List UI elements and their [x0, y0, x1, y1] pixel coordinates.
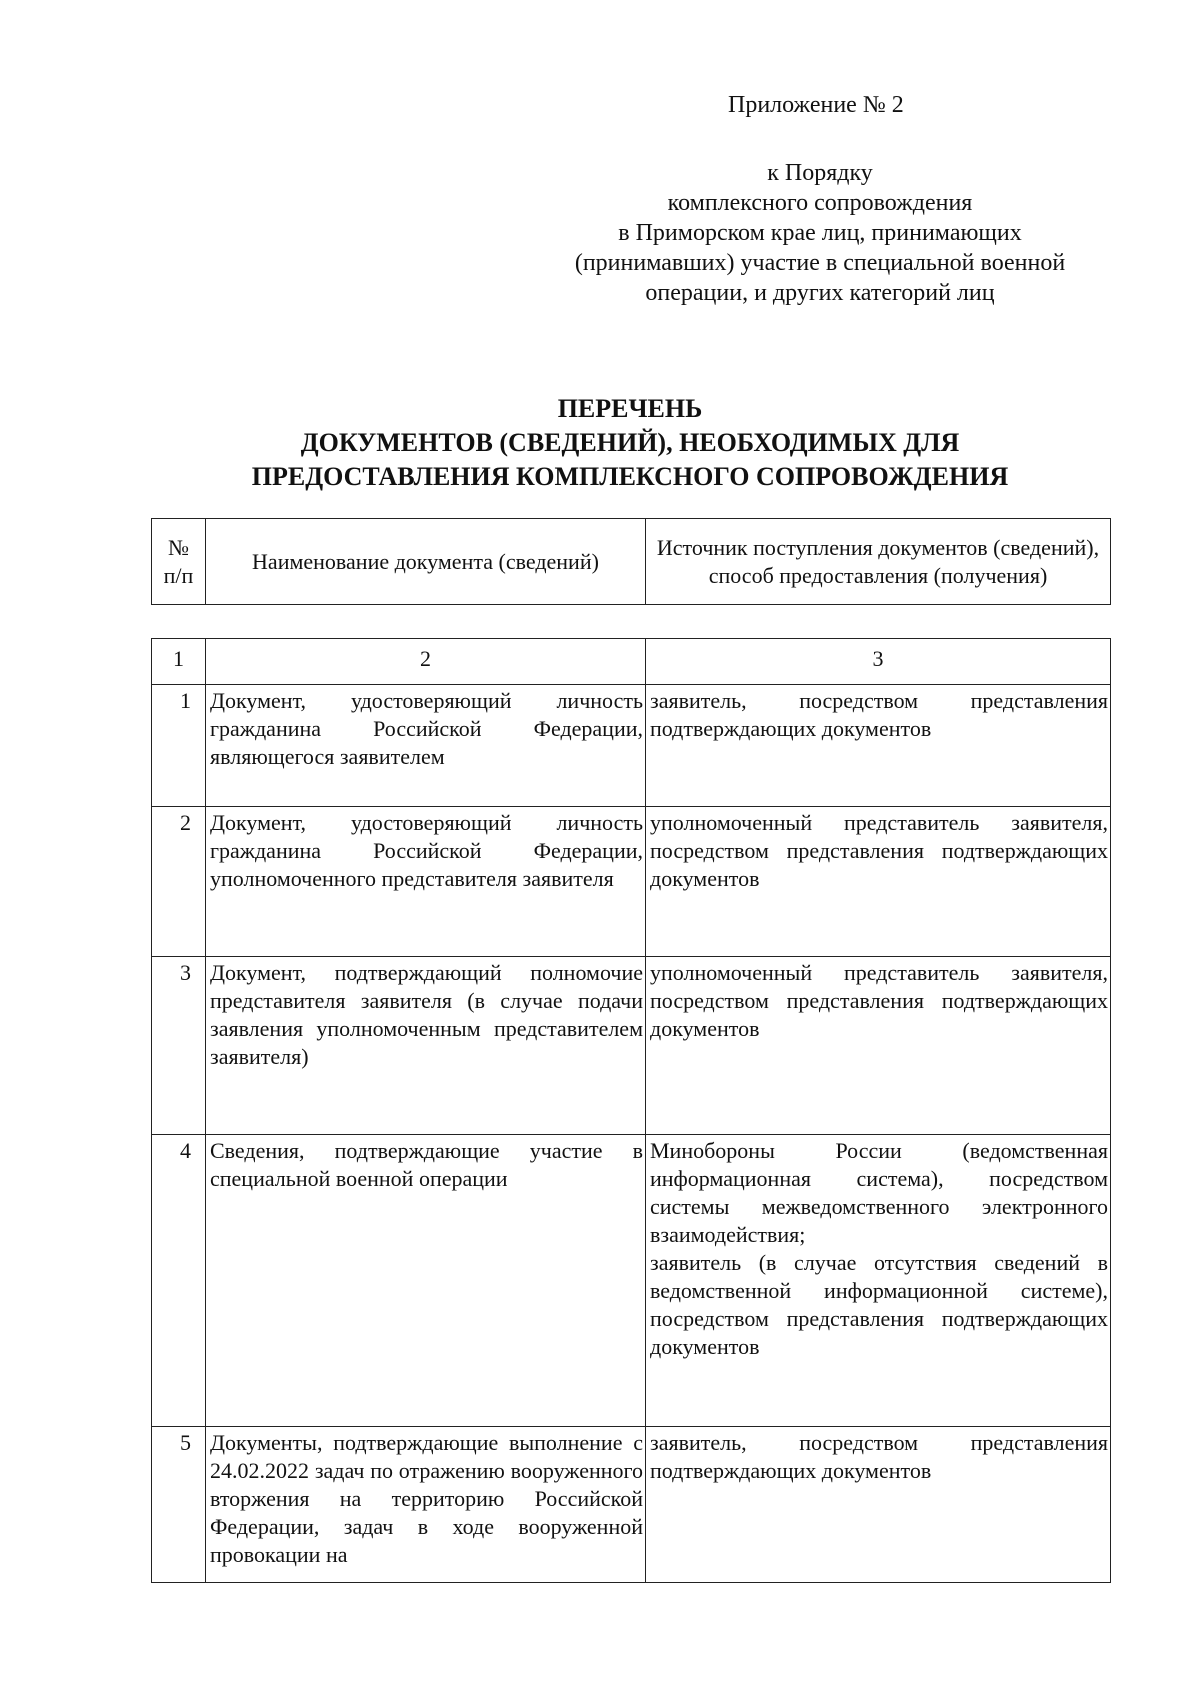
column-number: 2 — [206, 639, 646, 685]
heading-line: ПЕРЕЧЕНЬ — [557, 394, 703, 423]
document-name: Документ, удостоверяющий личность гражданина Российской Федерации, уполномоченного представителя заявителя — [206, 807, 646, 957]
document-name: Документы, подтверждающие выполнение с 24.02.2022 задач по отражению вооруженного вторжения на территорию Российской Федерации, задач в ходе вооруженной провокации на — [206, 1427, 646, 1583]
table-header — [151, 518, 1111, 605]
header-num: № п/п — [152, 519, 206, 605]
header-source: Источник поступления документов (сведений), способ предоставления (получения) — [646, 519, 1111, 605]
document-name: Сведения, подтверждающие участие в специальной военной операции — [206, 1135, 646, 1427]
documents-table — [151, 638, 1111, 1583]
annex-line: к Порядку — [767, 160, 873, 186]
document-source — [646, 807, 1111, 957]
source-paragraph: заявитель, посредством представления подтверждающих документов — [650, 1430, 1108, 1483]
document-name: Документ, удостоверяющий личность гражданина Российской Федерации, являющегося заявителем — [206, 685, 646, 807]
document-source — [646, 1135, 1111, 1427]
row-number: 3 — [152, 957, 206, 1135]
document-source — [646, 957, 1111, 1135]
heading-line: ПРЕДОСТАВЛЕНИЯ КОМПЛЕКСНОГО СОПРОВОЖДЕНИЯ — [251, 462, 1009, 491]
header-name: Наименование документа (сведений) — [206, 519, 646, 605]
column-number-row — [152, 639, 1111, 685]
annex-title: Приложение № 2 — [728, 92, 904, 118]
annex-line: в Приморском крае лиц, принимающих — [618, 220, 1022, 246]
table-row — [152, 1427, 1111, 1583]
document-heading — [150, 392, 1110, 494]
row-number: 1 — [152, 685, 206, 807]
document-source — [646, 685, 1111, 807]
document-source — [646, 1427, 1111, 1583]
row-number: 2 — [152, 807, 206, 957]
source-paragraph: заявитель, посредством представления подтверждающих документов — [650, 688, 1108, 741]
row-number: 5 — [152, 1427, 206, 1583]
heading-line: ДОКУМЕНТОВ (СВЕДЕНИЙ), НЕОБХОДИМЫХ ДЛЯ — [300, 428, 960, 457]
source-paragraph: Минобороны России (ведомственная информационная система), посредством системы межведомственного электронного взаимодействия; — [650, 1138, 1108, 1247]
column-number: 3 — [646, 639, 1111, 685]
source-paragraph: уполномоченный представитель заявителя, посредством представления подтверждающих документов — [650, 810, 1108, 891]
column-number: 1 — [152, 639, 206, 685]
annex-reference — [540, 158, 1100, 308]
source-paragraph: уполномоченный представитель заявителя, посредством представления подтверждающих документов — [650, 960, 1108, 1041]
row-number: 4 — [152, 1135, 206, 1427]
table-row — [152, 807, 1111, 957]
table-row — [152, 957, 1111, 1135]
annex-line: (принимавших) участие в специальной военной — [574, 250, 1066, 276]
table-row — [152, 685, 1111, 807]
annex-line: операции, и других категорий лиц — [645, 280, 995, 306]
annex-line: комплексного сопровождения — [667, 190, 973, 216]
source-paragraph: заявитель (в случае отсутствия сведений в ведомственной информационной системе), посредством представления подтверждающих документов — [650, 1250, 1108, 1359]
document-name: Документ, подтверждающий полномочие представителя заявителя (в случае подачи заявления уполномоченным представителем заявителя) — [206, 957, 646, 1135]
table-row — [152, 1135, 1111, 1427]
